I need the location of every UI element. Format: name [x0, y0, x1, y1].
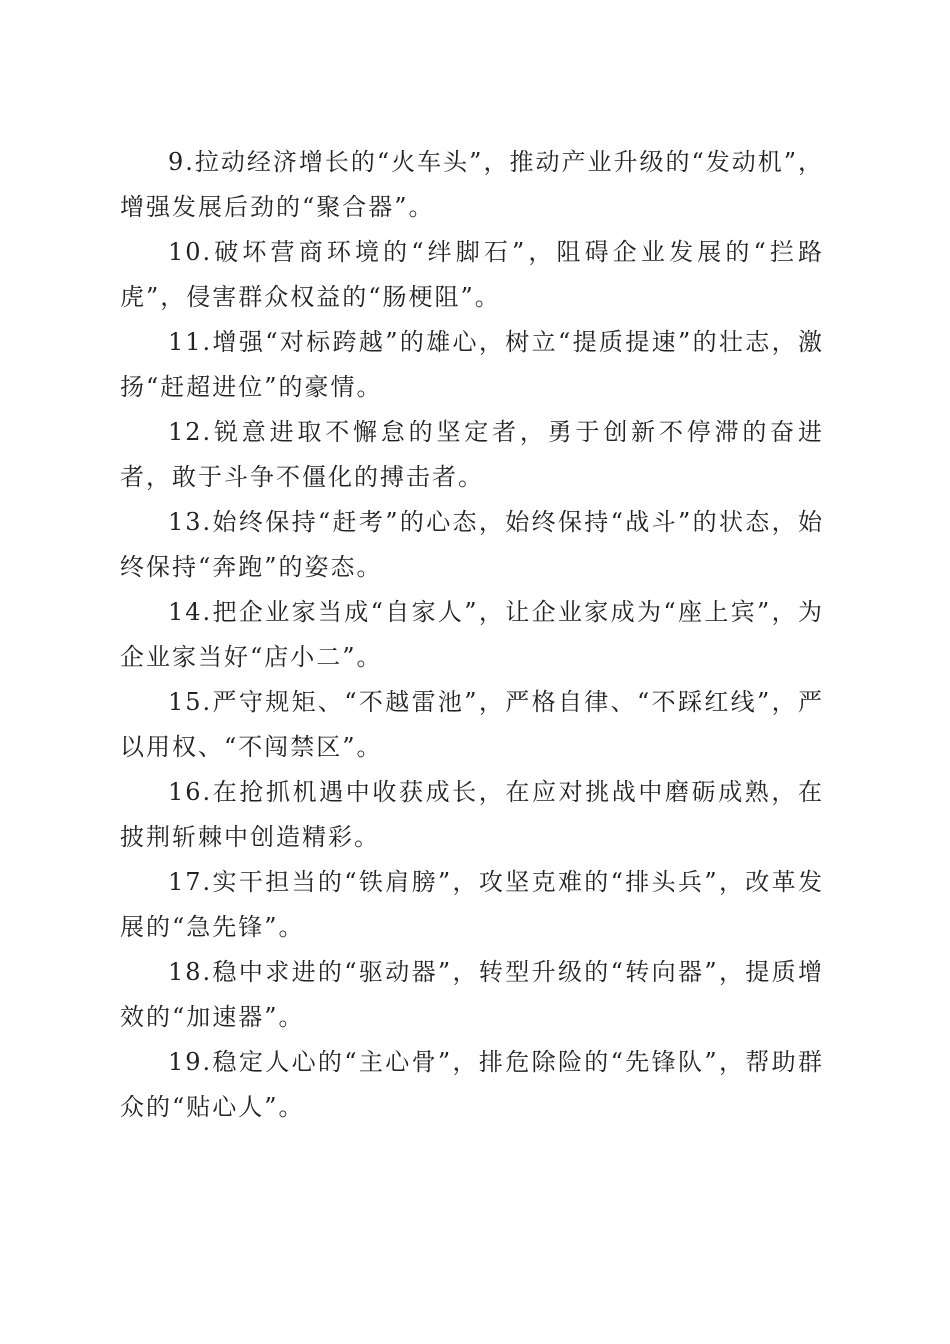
list-item-15: 15.严守规矩、“不越雷池”，严格自律、“不踩红线”，严以用权、“不闯禁区”。 — [120, 688, 824, 761]
list-item-18: 18.稳中求进的“驱动器”，转型升级的“转向器”，提质增效的“加速器”。 — [120, 958, 824, 1031]
list-item-14: 14.把企业家当成“自家人”，让企业家成为“座上宾”，为企业家当好“店小二”。 — [120, 598, 824, 671]
list-item-16: 16.在抢抓机遇中收获成长，在应对挑战中磨砺成熟，在披荆斩棘中创造精彩。 — [120, 778, 824, 851]
list-item-19: 19.稳定人心的“主心骨”，排危除险的“先锋队”，帮助群众的“贴心人”。 — [120, 1048, 824, 1121]
list-item-12: 12.锐意进取不懈怠的坚定者，勇于创新不停滞的奋进者，敢于斗争不僵化的搏击者。 — [120, 418, 824, 491]
document-body — [120, 140, 824, 1130]
list-item-10: 10.破坏营商环境的“绊脚石”，阻碍企业发展的“拦路虎”，侵害群众权益的“肠梗阻”。 — [120, 238, 824, 311]
list-item-9: 9.拉动经济增长的“火车头”，推动产业升级的“发动机”，增强发展后劲的“聚合器”。 — [120, 148, 824, 221]
list-item-11: 11.增强“对标跨越”的雄心，树立“提质提速”的壮志，激扬“赶超进位”的豪情。 — [120, 328, 824, 401]
list-item-17: 17.实干担当的“铁肩膀”，攻坚克难的“排头兵”，改革发展的“急先锋”。 — [120, 868, 824, 941]
list-item-13: 13.始终保持“赶考”的心态，始终保持“战斗”的状态，始终保持“奔跑”的姿态。 — [120, 508, 824, 581]
